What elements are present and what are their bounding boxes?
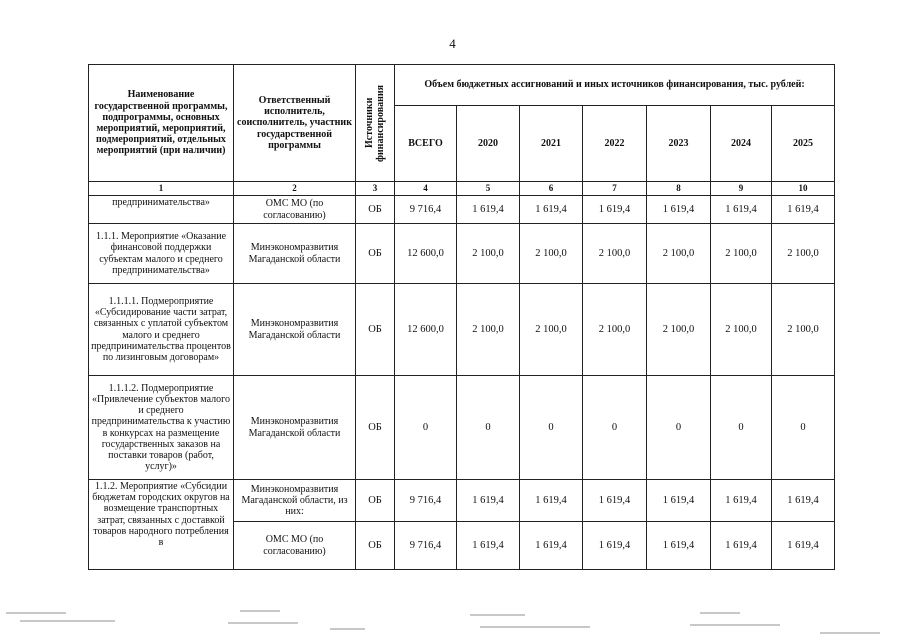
column-number-row <box>89 182 835 196</box>
header-year: 2022 <box>583 106 647 182</box>
row-source: ОБ <box>356 224 395 284</box>
row-value: 0 <box>711 376 772 480</box>
row-value: 1 619,4 <box>772 480 835 522</box>
row-value: 1 619,4 <box>583 480 647 522</box>
row-executor: ОМС МО (по согласованию) <box>234 196 356 224</box>
header-year: 2023 <box>647 106 711 182</box>
row-value: 0 <box>395 376 457 480</box>
row-value: 2 100,0 <box>647 224 711 284</box>
header-name: Наименование государственной программы, подпрограммы, основных мероприятий, мероприятий, подмероприятий, отдельных мероприятий (при наличии) <box>89 65 234 182</box>
column-number: 10 <box>772 182 835 196</box>
table-row <box>89 376 835 480</box>
row-value: 0 <box>520 376 583 480</box>
row-value: 12 600,0 <box>395 284 457 376</box>
column-number: 4 <box>395 182 457 196</box>
row-executor: Минэкономразвития Магаданской области, из них: <box>234 480 356 522</box>
row-value: 1 619,4 <box>647 196 711 224</box>
row-value: 2 100,0 <box>520 284 583 376</box>
page-number: 4 <box>449 36 456 51</box>
row-value: 2 100,0 <box>520 224 583 284</box>
row-name: 1.1.1.2. Подмероприятие «Привлечение субъектов малого и среднего предпринимательства к участию в конкурсах на размещение государственных заказов на поставки товаров (работ, услуг)» <box>89 376 234 480</box>
header-sources <box>356 65 395 182</box>
row-source: ОБ <box>356 522 395 570</box>
row-value: 2 100,0 <box>772 224 835 284</box>
column-number: 6 <box>520 182 583 196</box>
row-executor: Минэкономразвития Магаданской области <box>234 224 356 284</box>
row-name: 1.1.1. Мероприятие «Оказание финансовой поддержки субъектам малого и среднего предпринимательства» <box>89 224 234 284</box>
row-value: 0 <box>647 376 711 480</box>
row-value: 2 100,0 <box>647 284 711 376</box>
row-value: 1 619,4 <box>711 196 772 224</box>
row-value: 2 100,0 <box>583 284 647 376</box>
row-value: 1 619,4 <box>457 196 520 224</box>
row-value: 1 619,4 <box>520 480 583 522</box>
row-value: 2 100,0 <box>583 224 647 284</box>
budget-table <box>88 64 835 570</box>
row-value: 1 619,4 <box>647 522 711 570</box>
row-value: 1 619,4 <box>520 522 583 570</box>
row-value: 1 619,4 <box>772 196 835 224</box>
header-sources-label: Источники финансирования <box>363 84 386 162</box>
row-value: 1 619,4 <box>520 196 583 224</box>
header-row <box>89 65 835 106</box>
row-value: 1 619,4 <box>711 480 772 522</box>
row-executor: ОМС МО (по согласованию) <box>234 522 356 570</box>
row-name: 1.1.2. Мероприятие «Субсидии бюджетам городских округов на возмещение транспортных затрат, связанных с доставкой товаров народного потребления в <box>89 480 234 570</box>
header-year: 2021 <box>520 106 583 182</box>
row-value: 12 600,0 <box>395 224 457 284</box>
row-source: ОБ <box>356 480 395 522</box>
header-year: 2025 <box>772 106 835 182</box>
row-executor: Минэкономразвития Магаданской области <box>234 284 356 376</box>
row-value: 2 100,0 <box>457 224 520 284</box>
row-value: 1 619,4 <box>772 522 835 570</box>
row-value: 0 <box>583 376 647 480</box>
table-row <box>89 480 835 522</box>
header-year: 2020 <box>457 106 520 182</box>
column-number: 1 <box>89 182 234 196</box>
column-number: 8 <box>647 182 711 196</box>
row-executor: Минэкономразвития Магаданской области <box>234 376 356 480</box>
row-value: 2 100,0 <box>457 284 520 376</box>
header-volume: Объем бюджетных ассигнований и иных источников финансирования, тыс. рублей: <box>395 65 835 106</box>
row-source: ОБ <box>356 284 395 376</box>
row-value: 0 <box>457 376 520 480</box>
row-value: 0 <box>772 376 835 480</box>
row-value: 2 100,0 <box>711 224 772 284</box>
row-source: ОБ <box>356 376 395 480</box>
table-row <box>89 224 835 284</box>
row-value: 1 619,4 <box>711 522 772 570</box>
row-value: 9 716,4 <box>395 480 457 522</box>
row-value: 9 716,4 <box>395 196 457 224</box>
scan-artifacts <box>0 606 905 640</box>
column-number: 2 <box>234 182 356 196</box>
header-executor: Ответственный исполнитель, соисполнитель, участник государственной программы <box>234 65 356 182</box>
row-value: 1 619,4 <box>583 196 647 224</box>
row-name: предпринимательства» <box>89 196 234 224</box>
table-row <box>89 196 835 224</box>
row-value: 1 619,4 <box>647 480 711 522</box>
row-source: ОБ <box>356 196 395 224</box>
row-value: 1 619,4 <box>583 522 647 570</box>
column-number: 9 <box>711 182 772 196</box>
table-row <box>89 284 835 376</box>
row-value: 9 716,4 <box>395 522 457 570</box>
header-year: 2024 <box>711 106 772 182</box>
row-value: 1 619,4 <box>457 522 520 570</box>
header-year-total: ВСЕГО <box>395 106 457 182</box>
column-number: 7 <box>583 182 647 196</box>
column-number: 3 <box>356 182 395 196</box>
row-value: 2 100,0 <box>711 284 772 376</box>
row-value: 2 100,0 <box>772 284 835 376</box>
row-name: 1.1.1.1. Подмероприятие «Субсидирование части затрат, связанных с уплатой субъектом малого и среднего предпринимательства процентов по лизинговым договорам» <box>89 284 234 376</box>
column-number: 5 <box>457 182 520 196</box>
row-value: 1 619,4 <box>457 480 520 522</box>
